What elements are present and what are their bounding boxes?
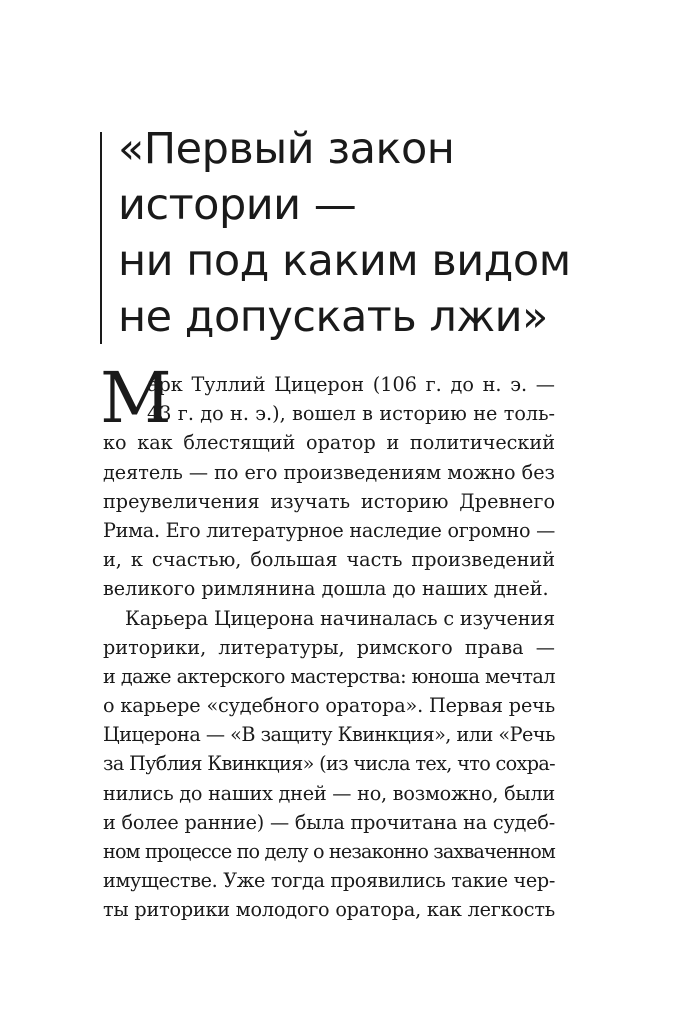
drop-cap: М [100,357,172,439]
quote-line: не допускать лжи» [118,292,548,342]
text-line: и, к счастью, большая часть произведений [103,548,555,572]
text-line: деятель — по его произведениям можно без [103,460,555,484]
text-line: преувеличения изучать историю Древнего [103,489,555,513]
quote-vertical-rule [100,132,102,344]
text-line: 43 г. до н. э.), вошел в историю не толь- [147,402,555,426]
quote-line: ни под каким видом [118,236,571,286]
body-text [103,370,555,925]
text-line: ты риторики молодого оратора, как легкость [103,898,555,922]
paragraph-2 [103,604,555,925]
epigraph-quote [118,121,638,345]
text-line: Карьера Цицерона начиналась с изучения [125,606,555,630]
text-line: риторики, литературы, римского права — [103,635,555,659]
text-line: и более ранние) — была прочитана на судеб- [103,810,555,834]
text-line: ном процессе по делу о незаконно захваченном [103,840,555,863]
text-line: нились до наших дней — но, возможно, были [103,781,555,805]
paragraph-1 [103,370,555,604]
text-line: Цицерона — «В защиту Квинкция», или «Речь [103,723,555,747]
text-line: имуществе. Уже тогда проявились такие чер- [103,869,555,893]
quote-line: «Первый закон [118,124,455,174]
text-line: ко как блестящий оратор и политический [103,431,555,455]
text-line: за Публия Квинкция» (из числа тех, что сохра- [103,752,555,776]
text-line: Рима. Его литературное наследие огромно — [103,518,555,542]
text-line: о карьере «судебного оратора». Первая речь [103,694,555,718]
text-line: и даже актерского мастерства: юноша мечтал [103,664,555,688]
text-line: великого римлянина дошла до наших дней. [103,577,549,601]
text-line: арк Туллий Цицерон (106 г. до н. э. — [147,373,555,396]
quote-line: истории — [118,180,357,230]
